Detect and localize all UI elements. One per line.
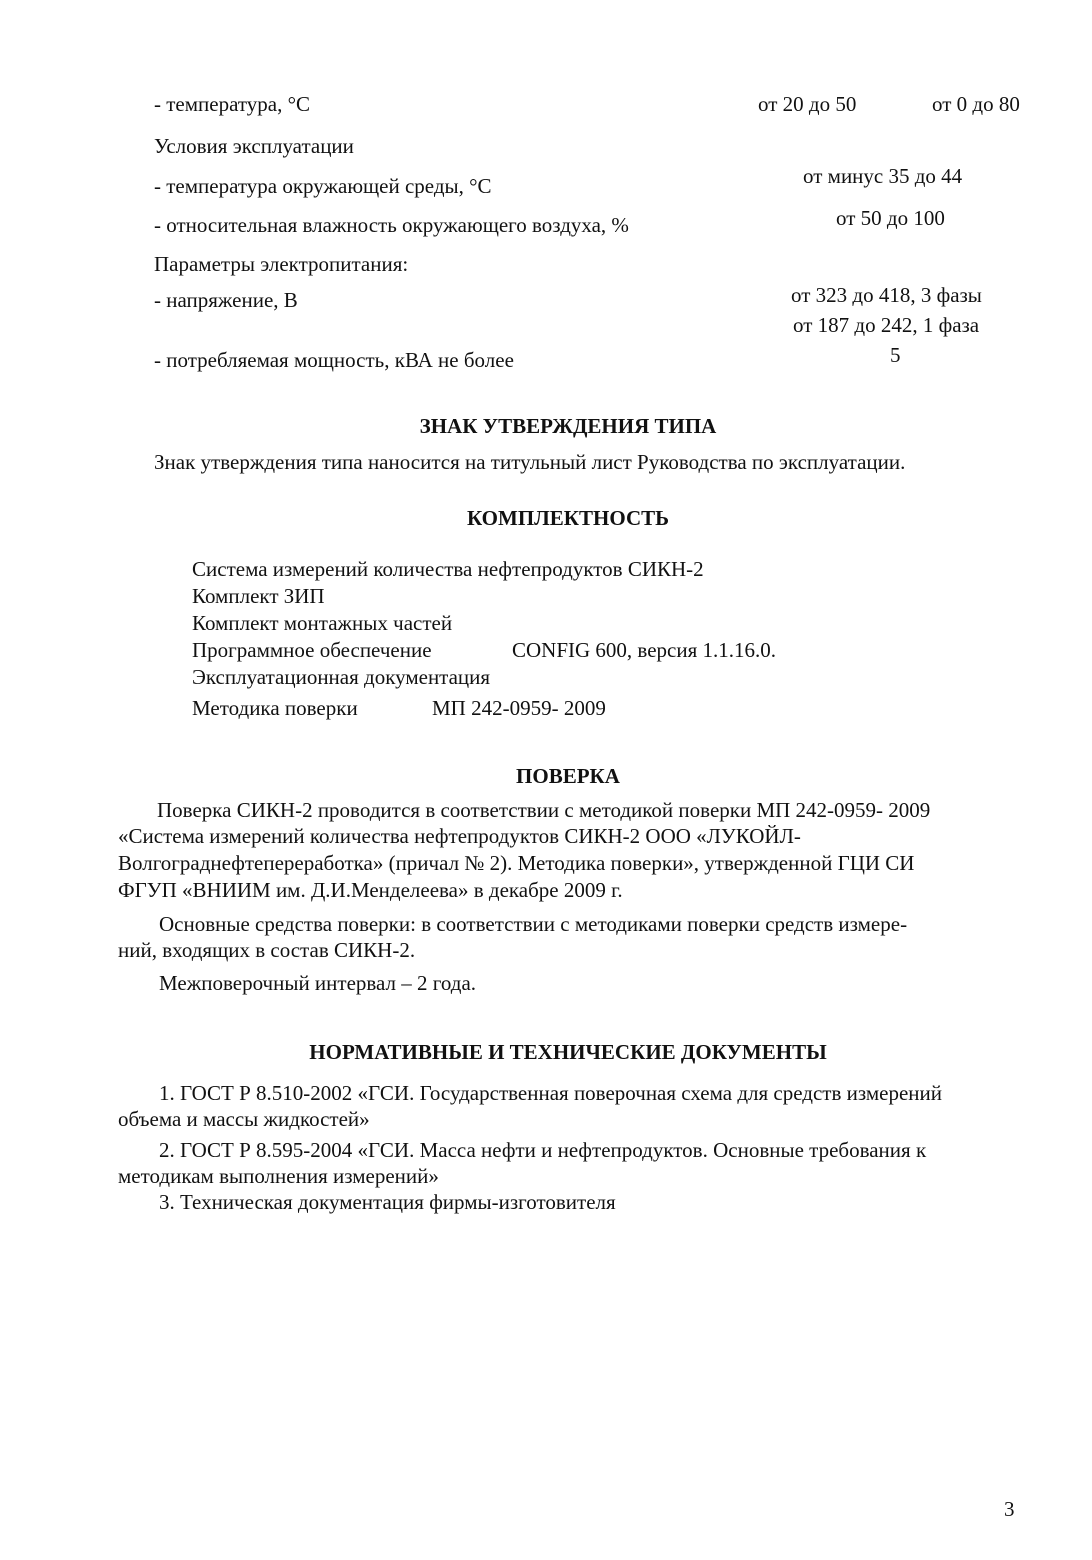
approval-text: Знак утверждения типа наносится на титульный лист Руководства по эксплуатации.: [154, 450, 906, 474]
verification-p1-line4: ФГУП «ВНИИМ им. Д.И.Менделеева» в декабре 2009 г.: [118, 878, 623, 902]
verification-p1-line1: Поверка СИКН-2 проводится в соответствии с методикой поверки МП 242-0959- 2009: [157, 798, 931, 822]
kit-item-mounting-parts: Комплект монтажных частей: [192, 611, 453, 635]
kit-item-software-label: Программное обеспечение: [192, 638, 432, 662]
page-number: 3: [1004, 1497, 1015, 1521]
verification-p1-line2: «Система измерений количества нефтепродуктов СИКН-2 ООО «ЛУКОЙЛ-: [118, 824, 801, 848]
spec-power-value: 5: [890, 343, 901, 367]
spec-temperature-label: - температура, °С: [154, 92, 310, 116]
spec-voltage-value-2: от 187 до 242, 1 фаза: [793, 313, 980, 337]
spec-humidity-label: - относительная влажность окружающего воздуха, %: [154, 213, 629, 237]
document-2-line1: 2. ГОСТ Р 8.595-2004 «ГСИ. Масса нефти и нефтепродуктов. Основные требования к: [159, 1138, 927, 1162]
documents-heading: НОРМАТИВНЫЕ И ТЕХНИЧЕСКИЕ ДОКУМЕНТЫ: [309, 1040, 827, 1064]
verification-heading: ПОВЕРКА: [516, 764, 620, 788]
document-2-line2: методикам выполнения измерений»: [118, 1164, 439, 1188]
kit-item-software-value: CONFIG 600, версия 1.1.16.0.: [512, 638, 777, 662]
spec-ambient-temp-value: от минус 35 до 44: [803, 164, 963, 188]
operating-conditions-label: Условия эксплуатации: [154, 134, 354, 158]
kit-item-method-value: МП 242-0959- 2009: [432, 696, 606, 720]
verification-p1-line3: Волгограднефтепереработка» (причал № 2). Методика поверки», утвержденной ГЦИ СИ: [118, 851, 915, 875]
spec-power-label: - потребляемая мощность, кВА не более: [154, 348, 514, 372]
spec-ambient-temp-label: - температура окружающей среды, °С: [154, 174, 492, 198]
spec-voltage-label: - напряжение, В: [154, 288, 298, 312]
power-params-label: Параметры электропитания:: [154, 252, 409, 276]
approval-heading: ЗНАК УТВЕРЖДЕНИЯ ТИПА: [419, 414, 717, 438]
spec-temperature-value-2: от 0 до 80: [932, 92, 1020, 116]
document-3: 3. Техническая документация фирмы-изготовителя: [159, 1190, 616, 1214]
verification-p2-line1: Основные средства поверки: в соответствии с методиками поверки средств измере-: [159, 912, 908, 936]
document-1-line2: объема и массы жидкостей»: [118, 1107, 370, 1131]
kit-item-system: Система измерений количества нефтепродуктов СИКН-2: [192, 557, 704, 581]
kit-item-documentation: Эксплуатационная документация: [192, 665, 491, 689]
spec-temperature-value-1: от 20 до 50: [758, 92, 857, 116]
spec-humidity-value: от 50 до 100: [836, 206, 945, 230]
kit-heading: КОМПЛЕКТНОСТЬ: [466, 506, 670, 530]
spec-voltage-value-1: от 323 до 418, 3 фазы: [791, 283, 982, 307]
verification-p2-line2: ний, входящих в состав СИКН-2.: [118, 938, 416, 962]
document-1-line1: 1. ГОСТ Р 8.510-2002 «ГСИ. Государственная поверочная схема для средств измерений: [159, 1081, 943, 1105]
verification-interval: Межповерочный интервал – 2 года.: [159, 971, 477, 995]
kit-item-method-label: Методика поверки: [192, 696, 358, 720]
kit-item-spare-parts: Комплект ЗИП: [192, 584, 325, 608]
